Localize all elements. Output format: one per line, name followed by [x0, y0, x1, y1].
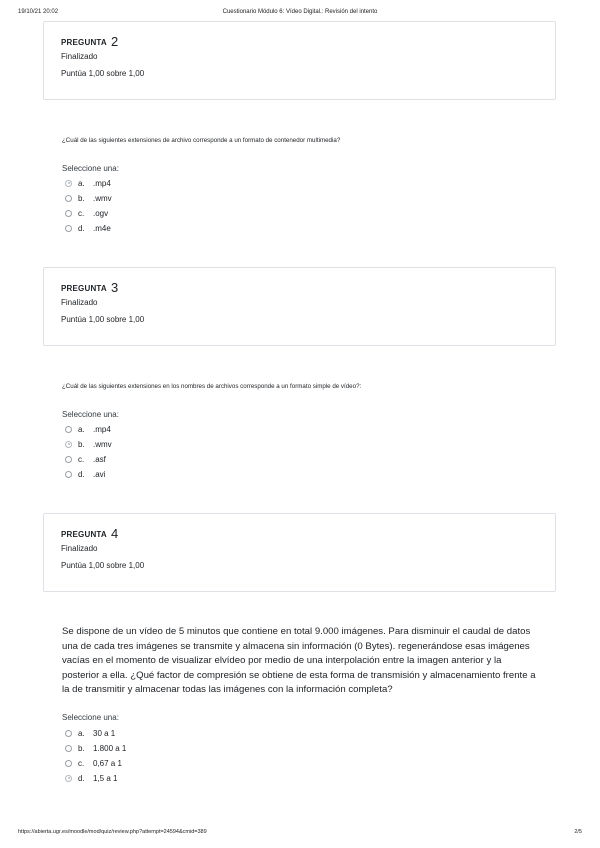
radio-icon[interactable]	[65, 745, 72, 752]
print-title: Cuestionario Módulo 6: Vídeo Digital.: Revisión del intento	[222, 9, 378, 15]
radio-selected-icon[interactable]	[65, 180, 72, 187]
answer-option[interactable]: b. .wmv	[65, 438, 112, 450]
print-url: https://abierta.ugr.es/moodle/mod/quiz/review.php?attempt=24594&cmid=389	[18, 829, 207, 835]
question-state: Finalizado	[61, 298, 98, 307]
question-number: PREGUNTA 2	[61, 34, 119, 49]
question-info-card	[43, 513, 556, 592]
question-info-card	[43, 21, 556, 100]
radio-icon[interactable]	[65, 225, 72, 232]
answer-option[interactable]: b. 1.800 a 1	[65, 742, 126, 754]
question-text-line: posterior a ella. ¿Qué factor de compresión se obtiene de esta forma de transmisión y almacenamiento frente a	[62, 669, 536, 681]
answer-option[interactable]: a. .mp4	[65, 177, 111, 189]
question-text: ¿Cuál de las siguientes extensiones en los nombres de archivos corresponde a un formato simple de vídeo?:	[62, 383, 362, 390]
radio-icon[interactable]	[65, 210, 72, 217]
question-text-line: vacías en el momento de visualizar elvídeo por medio de una interpolación entre la imagen anterior y la	[62, 655, 502, 667]
print-footer	[18, 829, 582, 839]
print-header	[18, 9, 582, 19]
answer-option[interactable]: c. .asf	[65, 453, 106, 465]
answer-option[interactable]: d. 1,5 a 1	[65, 772, 117, 784]
question-text-line: Se dispone de un vídeo de 5 minutos que contiene en total 9.000 imágenes. Para disminuir el caudal de datos	[62, 626, 531, 637]
answer-option[interactable]: c. .ogv	[65, 207, 108, 219]
radio-selected-icon[interactable]	[65, 775, 72, 782]
radio-icon[interactable]	[65, 471, 72, 478]
select-prompt: Seleccione una:	[62, 164, 119, 173]
answer-option[interactable]: a. .mp4	[65, 423, 111, 435]
question-number: PREGUNTA 4	[61, 526, 119, 541]
question-grade: Puntúa 1,00 sobre 1,00	[61, 561, 145, 570]
question-text	[62, 625, 542, 698]
question-text: ¿Cuál de las siguientes extensiones de archivo corresponde a un formato de contenedor multimedia?	[62, 137, 341, 144]
answer-option[interactable]: d. .m4e	[65, 222, 111, 234]
select-prompt: Seleccione una:	[62, 713, 119, 722]
question-text-line: la de transmitir y almacenar todas las imágenes con la información completa?	[62, 684, 393, 696]
radio-icon[interactable]	[65, 760, 72, 767]
answer-option[interactable]: c. 0,67 a 1	[65, 757, 122, 769]
question-info-card	[43, 267, 556, 346]
select-prompt: Seleccione una:	[62, 410, 119, 419]
radio-icon[interactable]	[65, 195, 72, 202]
question-state: Finalizado	[61, 544, 98, 553]
answer-option[interactable]: d. .avi	[65, 468, 105, 480]
radio-icon[interactable]	[65, 426, 72, 433]
answer-option[interactable]: a. 30 a 1	[65, 727, 115, 739]
radio-icon[interactable]	[65, 730, 72, 737]
question-text-line: una de cada tres imágenes se transmite y almacena sin información (0 Bytes). regenerándose esas imágenes	[62, 640, 530, 652]
print-date: 19/10/21 20:02	[18, 9, 59, 15]
question-state: Finalizado	[61, 52, 98, 61]
page-number: 2/5	[574, 829, 582, 835]
radio-icon[interactable]	[65, 456, 72, 463]
question-number: PREGUNTA 3	[61, 280, 119, 295]
radio-selected-icon[interactable]	[65, 441, 72, 448]
question-grade: Puntúa 1,00 sobre 1,00	[61, 69, 145, 78]
question-grade: Puntúa 1,00 sobre 1,00	[61, 315, 145, 324]
answer-option[interactable]: b. .wmv	[65, 192, 112, 204]
